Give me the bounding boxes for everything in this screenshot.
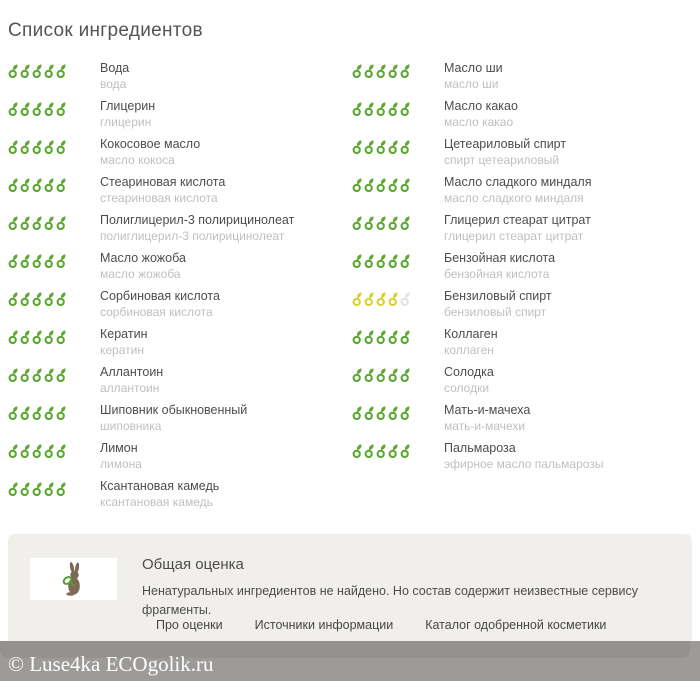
ingredient-name: Цетеариловый спирт — [444, 137, 567, 151]
rating-leaf-icon — [376, 330, 387, 344]
ingredient-row — [344, 398, 688, 436]
rating-leaf-icon — [20, 178, 31, 192]
rating-leaf-icon — [20, 482, 31, 496]
rating-leaf-icon — [8, 178, 19, 192]
rating-leaf-icon — [20, 368, 31, 382]
ingredient-name: Полиглицерил-3 полирицинолеат — [100, 213, 295, 227]
rating-leaf-icon — [400, 292, 411, 306]
rating-leaf-icon — [400, 64, 411, 78]
rating-leaf-icon — [20, 216, 31, 230]
rating-leaf-icon — [364, 368, 375, 382]
ingredient-rating — [8, 62, 100, 94]
ingredients-list — [0, 56, 700, 512]
rating-leaf-icon — [400, 330, 411, 344]
rating-leaf-icon — [32, 406, 43, 420]
rating-leaf-icon — [32, 216, 43, 230]
ingredient-name: Кератин — [100, 327, 148, 341]
rating-leaf-icon — [400, 140, 411, 154]
ingredient-row — [344, 94, 688, 132]
summary-card — [8, 534, 692, 658]
rating-leaf-icon — [388, 330, 399, 344]
rating-leaf-icon — [32, 330, 43, 344]
rating-leaf-icon — [364, 216, 375, 230]
rating-leaf-icon — [352, 292, 363, 306]
rating-leaf-icon — [32, 444, 43, 458]
copyright-text: © Luse4ka ECOgolik.ru — [8, 652, 214, 676]
mascot-image — [30, 558, 117, 600]
ingredient-subname: солодки — [444, 381, 490, 395]
rating-leaf-icon — [8, 64, 19, 78]
ingredient-name: Масло какао — [444, 99, 518, 113]
rating-leaf-icon — [352, 406, 363, 420]
summary-title: Общая оценка — [142, 556, 244, 573]
rating-leaf-icon — [352, 216, 363, 230]
rating-leaf-icon — [56, 444, 67, 458]
watermark-bar — [0, 641, 700, 681]
rating-leaf-icon — [364, 140, 375, 154]
ingredient-rating — [8, 214, 100, 246]
ingredient-rating — [352, 176, 444, 208]
rating-leaf-icon — [20, 254, 31, 268]
rating-leaf-icon — [8, 254, 19, 268]
ingredient-rating — [8, 138, 100, 170]
rating-leaf-icon — [364, 102, 375, 116]
ingredient-row — [344, 170, 688, 208]
ingredient-rating — [8, 328, 100, 360]
ingredient-name: Сорбиновая кислота — [100, 289, 220, 303]
rating-leaf-icon — [376, 102, 387, 116]
rating-leaf-icon — [8, 102, 19, 116]
ingredient-row — [0, 322, 344, 360]
ingredient-subname: глицерил стеарат цитрат — [444, 229, 584, 243]
ingredient-name: Глицерил стеарат цитрат — [444, 213, 591, 227]
ingredient-name: Масло жожоба — [100, 251, 186, 265]
rating-leaf-icon — [44, 406, 55, 420]
rating-leaf-icon — [20, 102, 31, 116]
ingredient-rating — [8, 404, 100, 436]
ingredient-name: Мать-и-мачеха — [444, 403, 531, 417]
ingredient-name: Ксантановая камедь — [100, 479, 220, 493]
rating-leaf-icon — [364, 444, 375, 458]
ingredient-subname: бензойная кислота — [444, 267, 550, 281]
ingredient-subname: спирт цетеариловый — [444, 153, 560, 167]
rating-leaf-icon — [388, 368, 399, 382]
ingredients-column-right — [344, 56, 688, 512]
rating-leaf-icon — [56, 292, 67, 306]
rating-leaf-icon — [8, 216, 19, 230]
ingredient-name: Бензойная кислота — [444, 251, 556, 265]
rating-leaf-icon — [352, 330, 363, 344]
rating-leaf-icon — [376, 64, 387, 78]
rating-leaf-icon — [8, 292, 19, 306]
ingredient-rating — [8, 176, 100, 208]
ingredient-row — [0, 208, 344, 246]
ingredient-subname: масло ши — [444, 77, 499, 91]
rating-leaf-icon — [56, 330, 67, 344]
rating-leaf-icon — [56, 178, 67, 192]
ingredient-subname: лимона — [100, 457, 142, 471]
rating-leaf-icon — [352, 368, 363, 382]
ingredient-name: Стеариновая кислота — [100, 175, 226, 189]
rating-leaf-icon — [400, 444, 411, 458]
rating-leaf-icon — [32, 292, 43, 306]
ingredient-row — [0, 436, 344, 474]
ingredient-rating — [352, 290, 444, 322]
ingredient-name: Масло сладкого миндаля — [444, 175, 592, 189]
rating-leaf-icon — [388, 178, 399, 192]
rating-leaf-icon — [44, 216, 55, 230]
rating-leaf-icon — [376, 292, 387, 306]
rating-leaf-icon — [364, 254, 375, 268]
ingredient-subname: стеариновая кислота — [100, 191, 218, 205]
ingredient-rating — [8, 480, 100, 512]
rating-leaf-icon — [56, 406, 67, 420]
ingredient-name: Солодка — [444, 365, 494, 379]
rating-leaf-icon — [364, 292, 375, 306]
rating-leaf-icon — [352, 444, 363, 458]
rating-leaf-icon — [376, 216, 387, 230]
rating-leaf-icon — [376, 368, 387, 382]
ingredient-rating — [352, 404, 444, 436]
rating-leaf-icon — [20, 292, 31, 306]
ingredient-subname: полиглицерил-3 полирицинолеат — [100, 229, 285, 243]
ingredient-rating — [8, 442, 100, 474]
rating-leaf-icon — [8, 368, 19, 382]
ingredient-rating — [8, 290, 100, 322]
ingredient-rating — [352, 100, 444, 132]
ingredient-subname: глицерин — [100, 115, 152, 129]
ingredient-subname: сорбиновая кислота — [100, 305, 213, 319]
rating-leaf-icon — [56, 64, 67, 78]
ingredient-subname: бензиловый спирт — [444, 305, 547, 319]
rating-leaf-icon — [20, 444, 31, 458]
rating-leaf-icon — [56, 140, 67, 154]
rating-leaf-icon — [8, 140, 19, 154]
rating-leaf-icon — [8, 444, 19, 458]
rating-leaf-icon — [388, 406, 399, 420]
rating-leaf-icon — [400, 368, 411, 382]
rating-leaf-icon — [364, 64, 375, 78]
rating-leaf-icon — [20, 406, 31, 420]
ingredient-row — [344, 284, 688, 322]
rating-leaf-icon — [44, 178, 55, 192]
rating-leaf-icon — [44, 64, 55, 78]
ingredient-row — [344, 322, 688, 360]
ingredient-name: Лимон — [100, 441, 138, 455]
ingredient-name: Вода — [100, 61, 130, 75]
ingredient-subname: масло жожоба — [100, 267, 181, 281]
ingredient-row — [344, 56, 688, 94]
rating-leaf-icon — [400, 254, 411, 268]
rating-leaf-icon — [400, 178, 411, 192]
ingredient-rating — [8, 252, 100, 284]
rating-leaf-icon — [388, 140, 399, 154]
rating-leaf-icon — [44, 140, 55, 154]
ingredient-rating — [352, 62, 444, 94]
ingredient-name: Шиповник обыкновенный — [100, 403, 248, 417]
rating-leaf-icon — [56, 482, 67, 496]
rating-leaf-icon — [32, 254, 43, 268]
ingredient-subname: ксантановая камедь — [100, 495, 213, 509]
rating-leaf-icon — [32, 64, 43, 78]
ingredient-name: Бензиловый спирт — [444, 289, 552, 303]
ingredient-name: Масло ши — [444, 61, 503, 75]
ingredient-row — [0, 360, 344, 398]
ingredient-subname: масло сладкого миндаля — [444, 191, 584, 205]
rating-leaf-icon — [388, 64, 399, 78]
ingredient-rating — [352, 442, 444, 474]
ingredient-subname: кератин — [100, 343, 144, 357]
rating-leaf-icon — [400, 406, 411, 420]
rating-leaf-icon — [32, 482, 43, 496]
ingredient-rating — [352, 138, 444, 170]
rating-leaf-icon — [8, 406, 19, 420]
ingredient-row — [0, 398, 344, 436]
ingredient-row — [344, 246, 688, 284]
rating-leaf-icon — [388, 102, 399, 116]
rating-leaf-icon — [388, 254, 399, 268]
ingredient-subname: коллаген — [444, 343, 494, 357]
rating-leaf-icon — [376, 444, 387, 458]
page-title: Список ингредиентов — [8, 20, 203, 41]
rating-leaf-icon — [388, 292, 399, 306]
rating-leaf-icon — [20, 140, 31, 154]
ingredients-column-left — [0, 56, 344, 512]
ingredient-row — [344, 360, 688, 398]
summary-text: Ненатуральных ингредиентов не найдено. Но состав содержит неизвестные сервису фрагменты. — [142, 584, 639, 618]
ingredient-row — [0, 170, 344, 208]
rating-leaf-icon — [400, 216, 411, 230]
rating-leaf-icon — [56, 254, 67, 268]
summary-link[interactable]: Источники информации — [254, 618, 394, 632]
rating-leaf-icon — [56, 216, 67, 230]
ingredient-row — [0, 246, 344, 284]
rating-leaf-icon — [44, 330, 55, 344]
ingredient-name: Глицерин — [100, 99, 156, 113]
ingredient-subname: мать-и-мачехи — [444, 419, 526, 433]
ingredient-rating — [352, 366, 444, 398]
ingredient-rating — [8, 100, 100, 132]
rating-leaf-icon — [44, 482, 55, 496]
ingredient-subname: эфирное масло пальмарозы — [444, 457, 604, 471]
rating-leaf-icon — [376, 140, 387, 154]
rating-leaf-icon — [56, 102, 67, 116]
rating-leaf-icon — [400, 102, 411, 116]
ingredient-row — [0, 474, 344, 512]
rating-leaf-icon — [20, 64, 31, 78]
rating-leaf-icon — [8, 482, 19, 496]
rating-leaf-icon — [44, 368, 55, 382]
ingredient-name: Пальмароза — [444, 441, 516, 455]
rating-leaf-icon — [44, 254, 55, 268]
ingredient-rating — [352, 328, 444, 360]
rating-leaf-icon — [388, 444, 399, 458]
rating-leaf-icon — [44, 292, 55, 306]
summary-link[interactable]: Про оценки — [156, 618, 223, 632]
ingredient-subname: масло какао — [444, 115, 514, 129]
rating-leaf-icon — [44, 102, 55, 116]
ingredient-name: Коллаген — [444, 327, 498, 341]
ingredient-subname: вода — [100, 77, 127, 91]
ingredient-row — [344, 208, 688, 246]
rating-leaf-icon — [352, 140, 363, 154]
rating-leaf-icon — [8, 330, 19, 344]
rating-leaf-icon — [376, 254, 387, 268]
ingredient-row — [0, 56, 344, 94]
ingredient-subname: аллантоин — [100, 381, 160, 395]
ingredient-row — [344, 132, 688, 170]
summary-links — [156, 618, 606, 632]
ingredient-row — [344, 436, 688, 474]
summary-link[interactable]: Каталог одобренной косметики — [425, 618, 607, 632]
rating-leaf-icon — [20, 330, 31, 344]
ingredient-subname: масло кокоса — [100, 153, 175, 167]
rating-leaf-icon — [364, 406, 375, 420]
ingredient-rating — [352, 252, 444, 284]
rating-leaf-icon — [44, 444, 55, 458]
rating-leaf-icon — [352, 254, 363, 268]
ingredient-name: Аллантоин — [100, 365, 164, 379]
ingredient-rating — [352, 214, 444, 246]
rating-leaf-icon — [352, 102, 363, 116]
rating-leaf-icon — [32, 140, 43, 154]
rating-leaf-icon — [32, 368, 43, 382]
rabbit-with-magnifier-icon — [61, 561, 87, 597]
rating-leaf-icon — [388, 216, 399, 230]
rating-leaf-icon — [376, 406, 387, 420]
ingredient-rating — [8, 366, 100, 398]
rating-leaf-icon — [32, 102, 43, 116]
ingredient-name: Кокосовое масло — [100, 137, 201, 151]
rating-leaf-icon — [32, 178, 43, 192]
ingredient-subname: шиповника — [100, 419, 162, 433]
ingredient-row — [0, 132, 344, 170]
ingredient-row — [0, 284, 344, 322]
rating-leaf-icon — [56, 368, 67, 382]
rating-leaf-icon — [364, 330, 375, 344]
rating-leaf-icon — [376, 178, 387, 192]
rating-leaf-icon — [352, 64, 363, 78]
rating-leaf-icon — [352, 178, 363, 192]
ingredient-row — [0, 94, 344, 132]
rating-leaf-icon — [364, 178, 375, 192]
